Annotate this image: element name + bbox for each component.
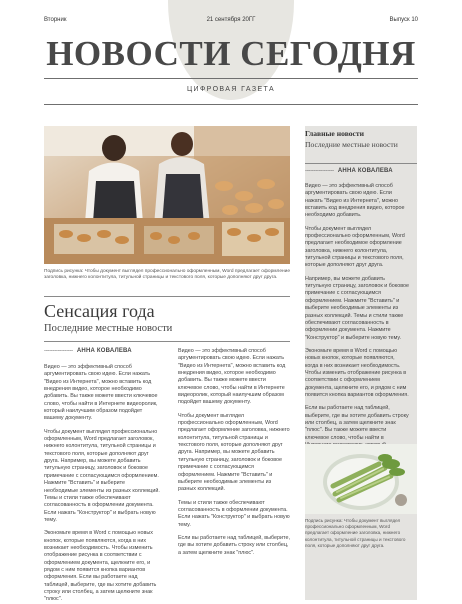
paragraph: Если вы работаете над таблицей, выберите, где вы хотите добавить строку или столбец, а затем щелкните знак "плюс".: [178, 534, 290, 556]
byline-author: АННА КОВАЛЕВА: [337, 168, 393, 174]
masthead-rule-bottom: [44, 104, 418, 105]
paragraph: Экономьте время в Word с помощью новых кнопок, которые появляются, когда в них возникает необходимость. Чтобы изменить отображение рисунка в соответствии с оформлением документа, щелкните его, и рядом с ним появится кнопка вариантов оформления.: [305, 347, 409, 398]
newspaper-title: НОВОСТИ СЕГОДНЯ: [46, 34, 416, 73]
issue-day: Вторник: [44, 17, 67, 23]
bakery-photo: [44, 126, 290, 264]
paragraph: Видео — это эффективный способ аргументировать свою идею. Если нажать "Видео из Интернета", можно вставить код внедрения видео, которое необходимо добавить. Вы также можете ввести ключевое слово, чтобы найти в Интернете видеоролик, который наилучшим образом подойдет вашему документу.: [178, 348, 286, 406]
masthead-rule-top: [44, 78, 418, 79]
story-rule-bottom: [44, 341, 290, 342]
paragraph: Чтобы документ выглядел профессионально оформленным, Word предлагает оформление заголовка, нижнего колонтитула, титульной страницы и текстового поля, которые дополняют друг друга. Например, вы можете добавить титульную страницу, заголовок и боковое примечание с согласующимся оформлением. Нажмите "Вставить" и выберите необходимые элементы из разных коллекций.: [178, 412, 290, 493]
celery-photo: [305, 444, 417, 514]
sidebar-body: [305, 183, 410, 441]
paragraph: Темы и стили также обеспечивают согласованность в оформлении документа. Если нажать "Конструктор" и выбрать новую тему.: [178, 499, 290, 528]
article-column-1: [44, 364, 160, 603]
paragraph: Если вы работаете над таблицей, выберите, где вы хотите добавить строку или столбец, а затем щелкните знак "плюс". Вы также можете ввести ключевое слово, чтобы найти в: [305, 405, 409, 441]
article-column-2: [178, 348, 290, 596]
issue-date: 21 сентября 20ГГ: [206, 17, 256, 23]
sidebar-byline: [305, 168, 393, 174]
paragraph: Видео — это эффективный способ аргументировать свою идею. Если нажать "Видео из Интернета", можно вставить код внедрения видео, которое необходимо добавить. Вы также можете ввести ключевое слово, чтобы найти в Интернете видеоролик, который наилучшим образом подойдет вашему документу.: [44, 364, 158, 422]
paragraph: Экономьте время в Word с помощью новых кнопок, которые появляются, когда в них возникает необходимость. Чтобы изменить отображение рисунка в соответствии с оформлением документа, щелкните его, и рядом с ним появится кнопка вариантов оформления. Если вы работаете над таблицей, выберите, где вы хотите добавить строку или столбец, а затем щелкните знак "плюс".: [44, 530, 157, 603]
byline-author: АННА КОВАЛЕВА: [76, 348, 132, 354]
paragraph: Видео — это эффективный способ аргументировать свою идею. Если нажать "Видео из Интернета", можно вставить код внедрения видео, которое необходимо добавить.: [305, 183, 405, 219]
sidebar-subtitle: Последние местные новости: [305, 140, 398, 149]
sidebar-photo-caption: Подпись рисунка: Чтобы документ выглядел профессионально оформленным, Word предлагает оформление заголовка, нижнего колонтитула, титульной страницы и текстового поля, которые дополняют друг друга.: [305, 518, 406, 548]
issue-number: Выпуск 10: [389, 17, 418, 23]
paragraph: Чтобы документ выглядел профессионально оформленным, Word предлагает заголовок, нижнего колонтитула, титульной страницы и текстового поля, которые дополняют друг друга. Например, вы можете добавить титульную страницу, заголовок и боковое примечание с согласующимся оформлением. Нажмите "Вставить" и выберите необходимые элементы из разных коллекций. Темы и стили также обеспечивают согласованность в оформлении документа. Если нажать "Конструктор" и выбрать новую тему.: [44, 428, 160, 523]
bakery-photo-icon: [44, 126, 290, 264]
story-byline: [44, 348, 132, 354]
newspaper-subtitle: ЦИФРОВАЯ ГАЗЕТА: [186, 86, 276, 93]
photo-caption: Подпись рисунка: Чтобы документ выглядел профессионально оформленным, Word предлагает оформление заголовка, нижнего колонтитула, титульной страницы и текстового поля, которые дополняют друг друга.: [44, 269, 291, 281]
story-subheadline: Последние местные новости: [44, 323, 173, 334]
byline-dashes: -----------------: [305, 168, 334, 174]
story-headline: Сенсация года: [44, 301, 155, 321]
byline-dashes: -----------------: [44, 348, 73, 354]
story-rule-top: [44, 296, 290, 297]
paragraph: Например, вы можете добавить титульную страницу, заголовок и боковое примечание с согласующимся оформлением. Нажмите "Вставить" и выберите необходимые элементы из разных коллекций. Темы и стили также обеспечивают согласованность в оформлении документа. Нажмите "Конструктор" и выберите новую тему.: [305, 275, 410, 341]
sidebar-title: Главные новости: [305, 129, 365, 138]
sidebar-rule: [305, 163, 417, 164]
celery-photo-icon: [305, 444, 417, 514]
paragraph: Чтобы документ выглядел профессионально оформленным, Word предлагает необходимое оформление заголовка, нижнего колонтитула, титульной страницы и текстового поля, которые дополняют друг друга.: [305, 225, 405, 269]
